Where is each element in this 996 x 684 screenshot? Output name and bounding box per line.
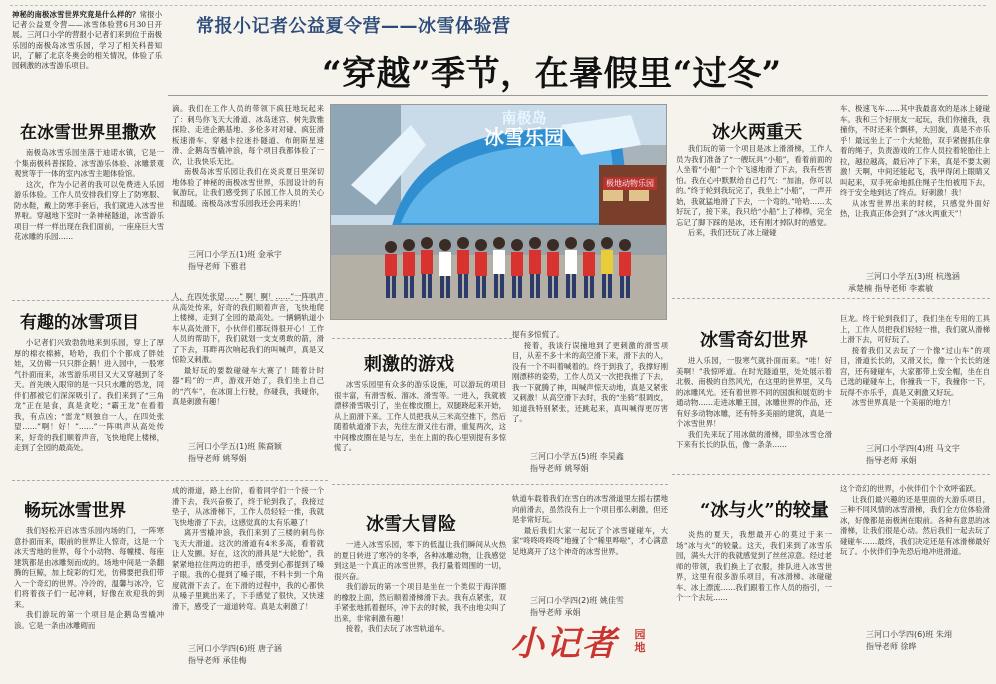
s2-p2: 人，在四处张望……” 啊！啊！……”一阵哄声从高处传来，好奇的我们顺着声音，飞快地爬上楼梯，走到了全园的最高处。一辆辆轨道小车从高处滑下，小伙伴们都玩得很开心！工作人员的帮助下，我们就划一支支勇敢的箭，滑了下去，耳畔再次响起我们的叫喊声，真是又惊险又刺激。 <box>172 292 324 365</box>
s7-teacher: 指导老师 承娟 <box>530 608 581 617</box>
s6-author: 三河口小学四(6)班 唐子涵 <box>188 644 282 653</box>
s3-p2: 提有多惊慌了。 <box>512 330 564 339</box>
s1-teacher: 指导老师 下雅君 <box>188 262 247 271</box>
little-reporter-logo <box>510 624 670 664</box>
sign-line-2: 冰雪乐园 <box>484 124 564 149</box>
header-rule <box>168 95 988 96</box>
s2-teacher: 指导老师 姚琴娟 <box>188 454 247 463</box>
s4-p2: 后来，我们还玩了冰上碰碰 <box>687 228 777 238</box>
s5-p3: 巨龙。终于轮到我们了，我们坐在专用的工具上，工作人员把我们轻轻一推，我们就从滑梯上滑下去，可好玩了。 <box>840 314 990 345</box>
header-kicker: 常报小记者公益夏令营——冰雪体验营 <box>196 16 511 37</box>
s6-p1: 我们轻松开启冰雪乐园内场的门，一阵寒意扑面而来，眼前的世界让人惊奇，这是一个冰天雪地的世界，每个小动物、每幢楼、每座建筑都是由冰雕刻而成的。场地中间是一条翻腾的巨鲸，加上绽彩的灯光，仿佛要把我们带入一个奇幻的世界。冷冷的，温馨与冰冷，它们将着孩子们一起冲刺，好像在欢迎我的到来。 <box>14 526 164 609</box>
s1-p2: 这次，作为小记者的我可以免费进入乐园游乐体验。工作人员安排我们穿上了防寒服、防水鞋，戴上防寒手套后，我们就进入冰雪世界啦。穿越地下室时一条神秘隧道，冰雪游乐项目一样一样出现在我们面前，一座座巨大雪花冰雕的乐园…… <box>14 179 164 242</box>
section-5-col-1 <box>676 356 832 468</box>
s7-p2: 我们游玩的第一个项目是坐在一个类似于海洋圈的橡胶上面，然后顺着滑梯滑下去。我有点紧张，双手紧张地抓着握环，冲下去的时候，我不由地尖叫了出来，非常刺激有趣！ <box>334 582 506 623</box>
section-6-col-2 <box>172 486 324 642</box>
section-title-5: 冰雪奇幻世界 <box>700 330 808 351</box>
s3-author: 三河口小学五(5)班 李昊鑫 <box>530 452 624 461</box>
s1-p3: 滴。我们在工作人员的带领下疯狂地玩起来了：刺鸟你飞天大滑道、冰岛迷宫、树先敦雅探险、走进企鹅基地、多伦多对对碰、疯狂滑板速滑车、穿越卡拉迷扑隧道、布朗斯星速滑、企鹅岛雪橇冲浪，每个项目我都体验了一次，让我快乐无比。 <box>172 104 324 166</box>
section-title-4: 冰火两重天 <box>712 122 802 143</box>
section-title-2: 有趣的冰雪项目 <box>20 313 139 333</box>
section-8-col-2 <box>840 484 990 624</box>
s3-p1: 冰雪乐园里有众多的游乐设施，可以游玩的项目很丰富，有滑雪板、溜冰、滑雪等。一进入，我就被漂移滑雪吸引了，坐在橡皮圈上，双腿跷起来开始，从上面滑下来。工作人员把我从三米高空推下，然后随着轨道滑下去，先往左滑又往右滑，重复两次，这中间橡皮圈在是与左，坐在上面的我心里别提有多惊慌了。 <box>334 380 506 453</box>
section-2-col-2 <box>172 292 324 438</box>
section-7-col-2 <box>512 494 668 594</box>
section-title-7: 冰雪大冒险 <box>366 514 456 535</box>
intro-paragraph <box>12 10 162 96</box>
s8-p2: 这个奇幻的世界，小伙伴们个个欢呼雀跃。 <box>840 484 981 493</box>
s8-p1: 炎热的夏天，我想最开心的莫过于来一场“冰与火”的较量。这天，我们来到了冰雪乐园，满头大汗的我就感觉到了丝丝凉意。经过老师的带领，我们换上了衣服，排队进入冰雪世界，这里有很多游乐项目，有冰滑梯、冰碰碰车、冰上漂流……我们跟着工作人员的指引，一个一个去玩…… <box>676 530 832 603</box>
s6-p4: 离开雪橇冲浪，我们来到了三楼的刺鸟你飞天大滑道。这次的滑道有4米多高，看着就让人发颤。好在，这次的滑具是“大轮胎”，我紧紧地拉住两边的把手，感受到心都提到了嗓子眼。我的心提到了嗓子眼，不料卡到一个角度就滑下去了。在下滑的过程中，我的心都快从嗓子里跳出来了，下手感觉了很快，又快速滑下，感受了一道道转弯。真是太刺激了！ <box>172 528 324 611</box>
s6-p2: 我们游玩的第一个项目是企鹅岛雪橇冲浪。它是一条由冰雕砌而 <box>14 610 164 630</box>
s8-author: 三河口小学四(6)班 朱翊 <box>866 630 952 639</box>
intro-text: 常报小记者公益夏令营——冰雪体验营6月30日开展。三河口小学的营报小记者们来到位于南极乐园的南极岛冰雪乐园，学习了相关科普知识，了解了北京冬奥会的相关情况，体验了乐园刺激的冰雪游乐项目。 <box>12 10 162 71</box>
s2-p3: 最好玩的要数碰碰车大赛了！随着计时器“呜”的一声，游戏开始了，我们坐上自己的“汽车”，在冰面上行驶，你碰我，我碰你，真是刺激有趣！ <box>172 365 324 407</box>
s1-p4: 南极岛冰雪乐园让我们在炎炎夏日里深切地体验了神秘的南极冰雪世界，乐园设计的有氧游玩，让我们感受到了乐园工作人员的关心和温暖。南极岛冰雪乐园我还会再来的！ <box>172 167 324 208</box>
section-1-col-2 <box>172 104 324 254</box>
logo-small-text: 园地 <box>634 628 646 655</box>
section-3-col-2 <box>512 330 668 460</box>
top-divider <box>10 5 986 6</box>
s5-teacher: 指导老师 承娟 <box>866 456 917 465</box>
s3-p3: 接着，我谈行误撞地到了更刺激的滑雪项目，从差不多十米的高空滑下来，滑下去的人，没有一个不叫着喊着的。终于到我了，我撑好刚刚漂移的姿势，工作人员又一次把我推了下去，我一下就腾了神，叫喊声惊天动地，真是又紧张又刺激！从高空滑下去时，我的“坐骑”很调皮，知道我特别紧张，还跳起来，真叫喊得更厉害了。 <box>512 340 668 424</box>
s7-p4: 轨道车载着我们在雪白的冰雪滑道里左摇右摆地向前滑去，虽然没有上一个项目那么刺激，但还是非常好玩。 <box>512 494 668 525</box>
headline: “穿越”季节，在暑假里“过冬” <box>322 54 782 94</box>
photo-sub-sign: 极地动物乐园 <box>603 177 657 190</box>
section-title-8: “冰与火”的较量 <box>700 500 829 521</box>
rule-s3 <box>332 484 668 485</box>
s2-p1: 小记者们兴致勃勃地来到乐园，穿上了厚厚的棉衣棉裤，哈哈，我们个个都成了胖娃娃，又仿佛一只只胖企鹅！进入园中，一股寒气扑面而来，冰雪游乐项目又大又穿越到了冬天。首先映入眼帘的是一只只水雕的恐龙，同伴们都被它们深深吸引了。我们来到了“三角龙”正在是食，真是贪吃；“霸王龙”在看着我，有点凶；“雷龙”则独自一人，在四处张望……”啊！好！”……”一阵哄声从高处传来，好奇的我们顺着声音，飞快地爬上楼梯，走到了全园的最高处。 <box>14 338 164 453</box>
s2-author: 三河口小学五(1)班 熊裔颖 <box>188 442 282 451</box>
s5-p5: 冰雪世界真是一个美丽的地方！ <box>851 398 956 408</box>
s7-author: 三河口小学四(2)班 姚佳雪 <box>530 596 624 605</box>
section-8-col-1 <box>676 530 832 676</box>
rule-s5 <box>672 474 990 475</box>
section-6-col-1 <box>14 526 164 678</box>
s7-p5: 最后我们大家一起玩了个冰雪碰碰车，大家“咚咚咚咚咚”地撞了个“稀里哗啦”，才心满意足地离开了这个神奇的冰雪世界。 <box>512 525 668 556</box>
rule-s3-top <box>332 338 512 339</box>
section-3-col-1 <box>334 380 506 486</box>
section-2-col-1 <box>14 338 164 476</box>
child-figures <box>385 237 631 298</box>
s5-author: 三河口小学四(4)班 马文宇 <box>866 444 960 453</box>
section-title-1: 在冰雪世界里撒欢 <box>20 123 156 143</box>
section-title-3: 刺激的游戏 <box>364 354 454 375</box>
group-of-children <box>331 105 667 320</box>
s1-p1: 南极岛冰雪乐园坐落于迪诺水镇，它是一个集南极科普探险、冰雪游乐体验、冰雕景观观赏等于一体的室内冰雪主题体验馆。 <box>14 148 164 179</box>
s3-teacher: 指导老师 姚琴娟 <box>530 464 589 473</box>
rule-s2 <box>12 480 328 481</box>
s1-author: 三河口小学五(1)班 金承宇 <box>188 250 282 259</box>
s7-p1: 一进入冰雪乐园，零下的低温让我们瞬间从火热的夏日转进了寒冷的冬季，各种冰雕动物，让我感觉到这是一个真正的冰雪世界，我打量着周围的一切，很兴奋。 <box>334 540 506 581</box>
section-1-col-1 <box>14 148 164 300</box>
event-photo <box>330 104 667 320</box>
section-title-6: 畅玩冰雪世界 <box>24 501 126 521</box>
s5-p4: 接着我们又去玩了一个像“过山车”的项目，滑道长长的，又滑又长，像一个长长的迷宫，还有碰碰车，大家都带上安全帽，坐在自己选的碰碰车上，你撞我一下，我撞你一下，玩得不亦乐乎，真是又刺激又好玩。 <box>840 345 990 397</box>
s6-p3: 成的滑道，路上台阶，看着同学们一个接一个滑下去，我兴奋极了，终于轮到我了，我接过垫子，从冰滑梯下，工作人员轻轻一推，我就飞快地滑了下去，这感觉真的太有乐趣了！ <box>172 486 324 527</box>
s4-author: 三河口小学五(3)班 杭逸涵 <box>866 272 960 281</box>
s4-p3: 车、极速飞车……其中我最喜欢的是冰上碰碰车。我和三个好朋友一起玩，我们你撞我，我撞你，不时还来个飘移，大回旋，真是不亦乐乎！最远坐上了一个大轮胎，双手紧握抓住拿着的绳子，负责游戏的工作人员拉着轮胎往上拉，越拉越高，最后冲了下来，真是不要太刺激！天啊，中间还能起飞，我甲得闭上眼睛又叫起来，双手死命地抓住绳子生怕被甩下去，终于安全地到达了终点。好刺激！我！ <box>840 104 990 198</box>
section-7-col-1 <box>334 540 506 680</box>
section-4-col-2 <box>840 104 990 276</box>
s5-p2: 我们先来玩了用冰做的滑梯，即坐冰雪仓滑下来有长长的队伍，像一条条…… <box>676 429 832 450</box>
section-4-col-1 <box>676 144 832 294</box>
logo-text: 小记者 <box>510 624 618 664</box>
s4-p4: 从冰雪世界出来的时候，只感觉外面好热，让我真正体会到了“冰火两重天”！ <box>840 198 990 219</box>
intro-lead: 神秘的南极冰雪世界究竟是什么样的？ <box>12 10 140 19</box>
s8-p3: 让我们最兴趣的还是里面的大游乐项目，三种不同风情的冰雪滑梯，我们全方位体验滑冰，好像都是南极洲在眼前。各种有意思的冰滑梯，让我们很是心动。然后我们一起去玩了碰碰车……最终，我们决定还是有冰滑梯最好玩了。小伙伴们争先恐后地冲进滑道。 <box>840 494 990 557</box>
s7-p3: 接着，我们去玩了冰雪轨道车。 <box>345 624 450 634</box>
s8-teacher: 指导老师 徐晔 <box>866 642 917 651</box>
s6-teacher: 指导老师 承佳梅 <box>188 656 247 665</box>
section-5-col-2 <box>840 314 990 440</box>
s4-teacher: 承楚楠 指导老师 李素敏 <box>848 284 934 293</box>
s5-p1: 进入乐园，一股寒气就扑面而来。“哇！好美啊！”我惊呼道。在时光隧道里，处处展示着北极、南极的自然风光，在这里的世界里，又鸟的冰雕风光。还有着世界不同的国旗和展览的卡通动物……走进冰雕王国，冰雕世界的作品，还有好多动物冰雕，还有特多美丽的建筑，真是一个冰雪世界！ <box>676 356 832 429</box>
rule-s4 <box>672 298 990 299</box>
s4-p1: 我们玩的第一个项目是冰上滑滑梯，工作人员为我们准备了“一艘玩具“小船”，看着前面的人坐着“小船”一个个飞速地滑了下去，我有些害怕。我在心中默默给自己打气：“加油，你可以的。”终于轮到我玩完了，我坐上“小船”，一声开始，我就猛地滑了下去，一个弯的。”哈哈……太好玩了，接下来，我只给“小船”上了棒棒，完全忘记了脚下踩的是冰，还有刚才掉队时的感觉。 <box>676 144 832 227</box>
sign-line-1: 南极岛 <box>501 109 547 127</box>
